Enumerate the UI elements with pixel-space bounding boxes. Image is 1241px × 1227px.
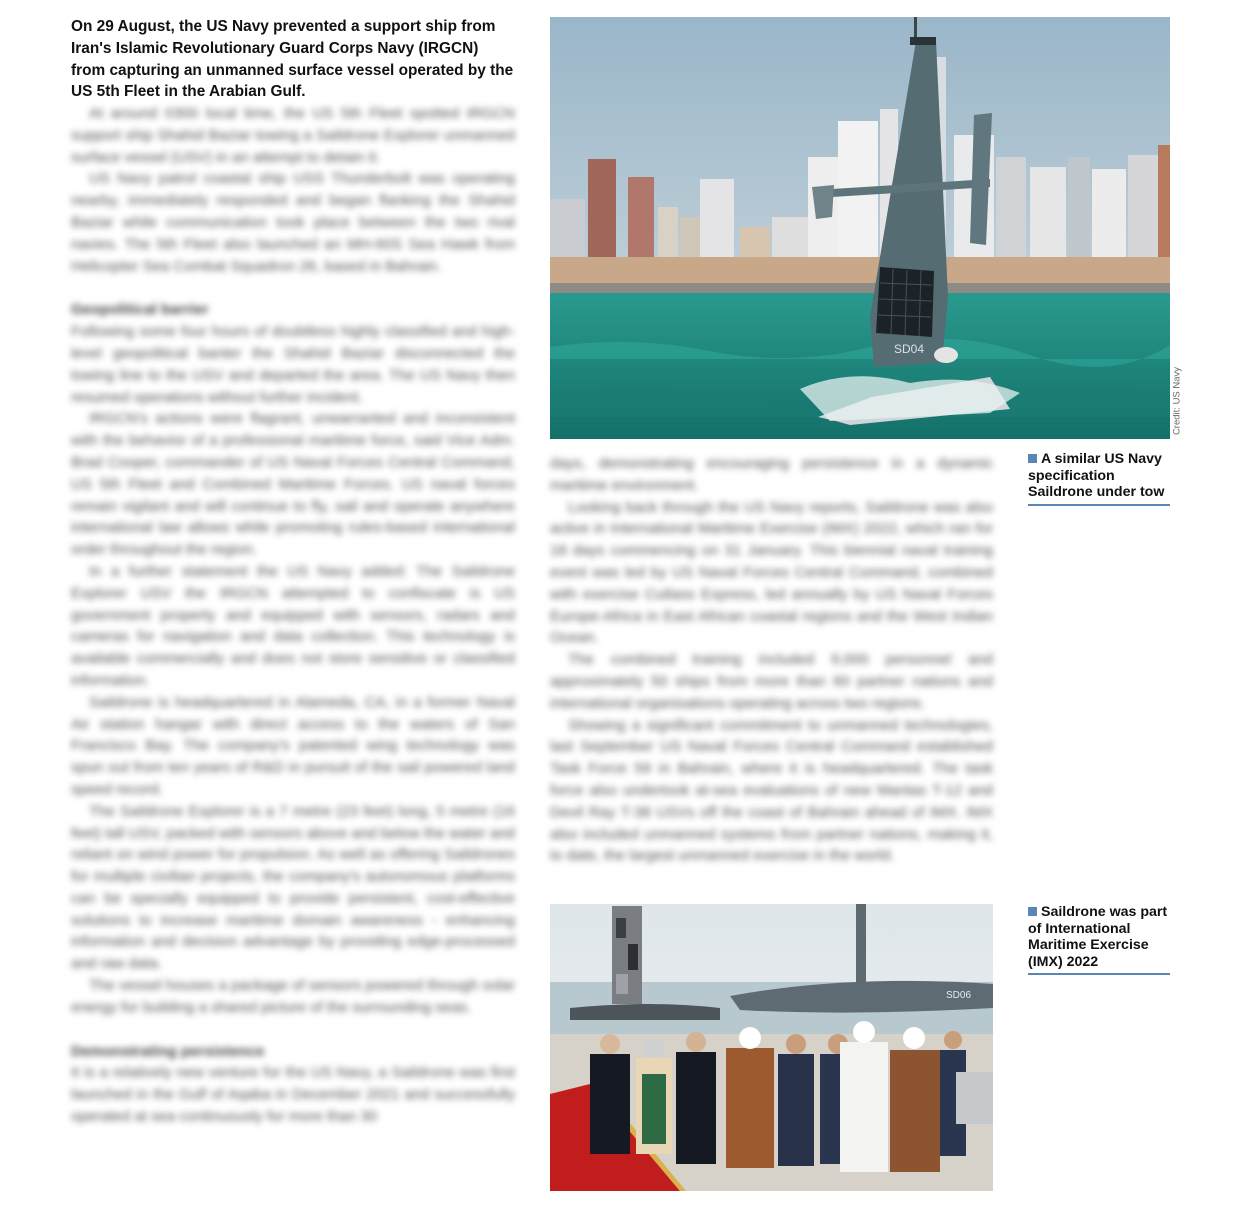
subheading-persistence: Demonstrating persistence <box>71 1042 265 1060</box>
body-paragraph: At around 0300 local time, the US 5th Fleet spotted IRGCN support ship Shahid Baziar towing a Saildrone Explorer unmanned surface vessel (USV) in an attempt to detain it. <box>71 105 515 166</box>
caption-bullet-icon <box>1028 454 1037 463</box>
subheading-geopolitical: Geopolitical barrier <box>71 301 209 319</box>
caption-imx-2022: Saildrone was part of International Maritime Exercise (IMX) 2022 <box>1028 904 1170 975</box>
hull-number-sd04: SD04 <box>894 342 925 356</box>
article-column-left <box>71 103 515 1128</box>
hull-number-sd06: SD06 <box>946 990 972 1001</box>
saildrone-photo <box>550 17 1170 439</box>
body-paragraph: IRGCN's actions were flagrant, unwarranted and inconsistent with the behavior of a professional maritime force, said Vice Adm. Brad Cooper, commander of US Naval Forces Central Command, US 5th Fleet and Combined Maritime Forces. US naval forces remain vigilant and will continue to fly, sail and operate anywhere international law allows while promoting rules-based international order throughout the region. <box>71 410 515 559</box>
body-paragraph: days, demonstrating encouraging persistence in a dynamic maritime environment. <box>550 455 993 494</box>
article-column-right <box>550 453 993 867</box>
body-paragraph: The Saildrone Explorer is a 7 metre (23 feet) long, 5 metre (16 feet) tall USV, packed with sensors above and below the water and reliant on wind power for propulsion. As well as offering Saildrones for multiple civilian projects, the company's autonomous platforms can be specially equipped to provide persistent, cost-effective solutions to increase maritime domain awareness - enhancing information and decision advantage by providing edge-processed and raw data. <box>71 802 515 973</box>
body-paragraph: It is a relatively new venture for the US Navy, a Saildrone was first launched in the Gulf of Aqaba in December 2021 and successfully operated at sea continuously for more than 30 <box>71 1064 515 1126</box>
caption-bullet-icon <box>1028 907 1037 916</box>
body-paragraph: Following some four hours of doubtless highly classified and high-level geopolitical banter the Shahid Baziar disconnected the towing line to the USV and departed the area. The US Navy then resumed operations without further incident. <box>71 323 515 406</box>
body-paragraph: The vessel houses a package of sensors powered through solar energy for building a shared picture of the surrounding seas. <box>71 977 515 1016</box>
photo-credit: Credit: US Navy <box>1171 366 1183 436</box>
body-paragraph: Saildrone is headquartered in Alameda, CA, in a former Naval Air station hangar with direct access to the waters of San Francisco Bay. The company's patented wing technology was spun out from ten years of R&D in pursuit of the sail powered land speed record. <box>71 693 515 798</box>
body-paragraph: The combined training included 9,000 personnel and approximately 50 ships from more than 60 partner nations and international organisations operating across two regions. <box>550 651 993 712</box>
lead-paragraph: On 29 August, the US Navy prevented a support ship from Iran's Islamic Revolutionary Guard Corps Navy (IRGCN) from capturing an unmanned surface vessel operated by the US 5th Fleet in the Arabian Gulf. <box>71 18 514 101</box>
body-paragraph: Showing a significant commitment to unmanned technologies, last September US Naval Forces Central Command established Task Force 59 in Bahrain, where it is headquartered. The task force also undertook at-sea evaluations of new Mantas T-12 and Devil Ray T-38 USVs off the coast of Bahrain ahead of IMX. IMX also included unmanned systems from partner nations, making it, to date, the largest unmanned exercise in the world. <box>550 716 993 865</box>
imx-group-photo <box>550 904 993 1191</box>
body-paragraph: US Navy patrol coastal ship USS Thunderbolt was operating nearby, immediately responded and began flanking the Shahid Baziar while communication took place between the two rival navies. The 5th Fleet also launched an MH-60S Sea Hawk from Helicopter Sea Combat Squadron 26, based in Bahrain. <box>71 170 515 275</box>
body-paragraph: Looking back through the US Navy reports, Saildrone was also active in International Maritime Exercise (IMX) 2022, which ran for 18 days commencing on 31 January. This biennial naval training event was led by US Naval Forces Central Command, combined with exercise Cutlass Express, led annually by US Naval Forces Europe-Africa in East African coastal regions and the West Indian Ocean. <box>550 498 993 647</box>
body-paragraph: In a further statement the US Navy added: The Saildrone Explorer USV the IRGCN attempted to confiscate is US government property and equipped with sensors, radars and cameras for navigation and data collection. This technology is available commercially and does not store sensitive or classified information. <box>71 562 515 689</box>
caption-saildrone-tow: A similar US Navy specification Saildrone under tow <box>1028 451 1170 506</box>
